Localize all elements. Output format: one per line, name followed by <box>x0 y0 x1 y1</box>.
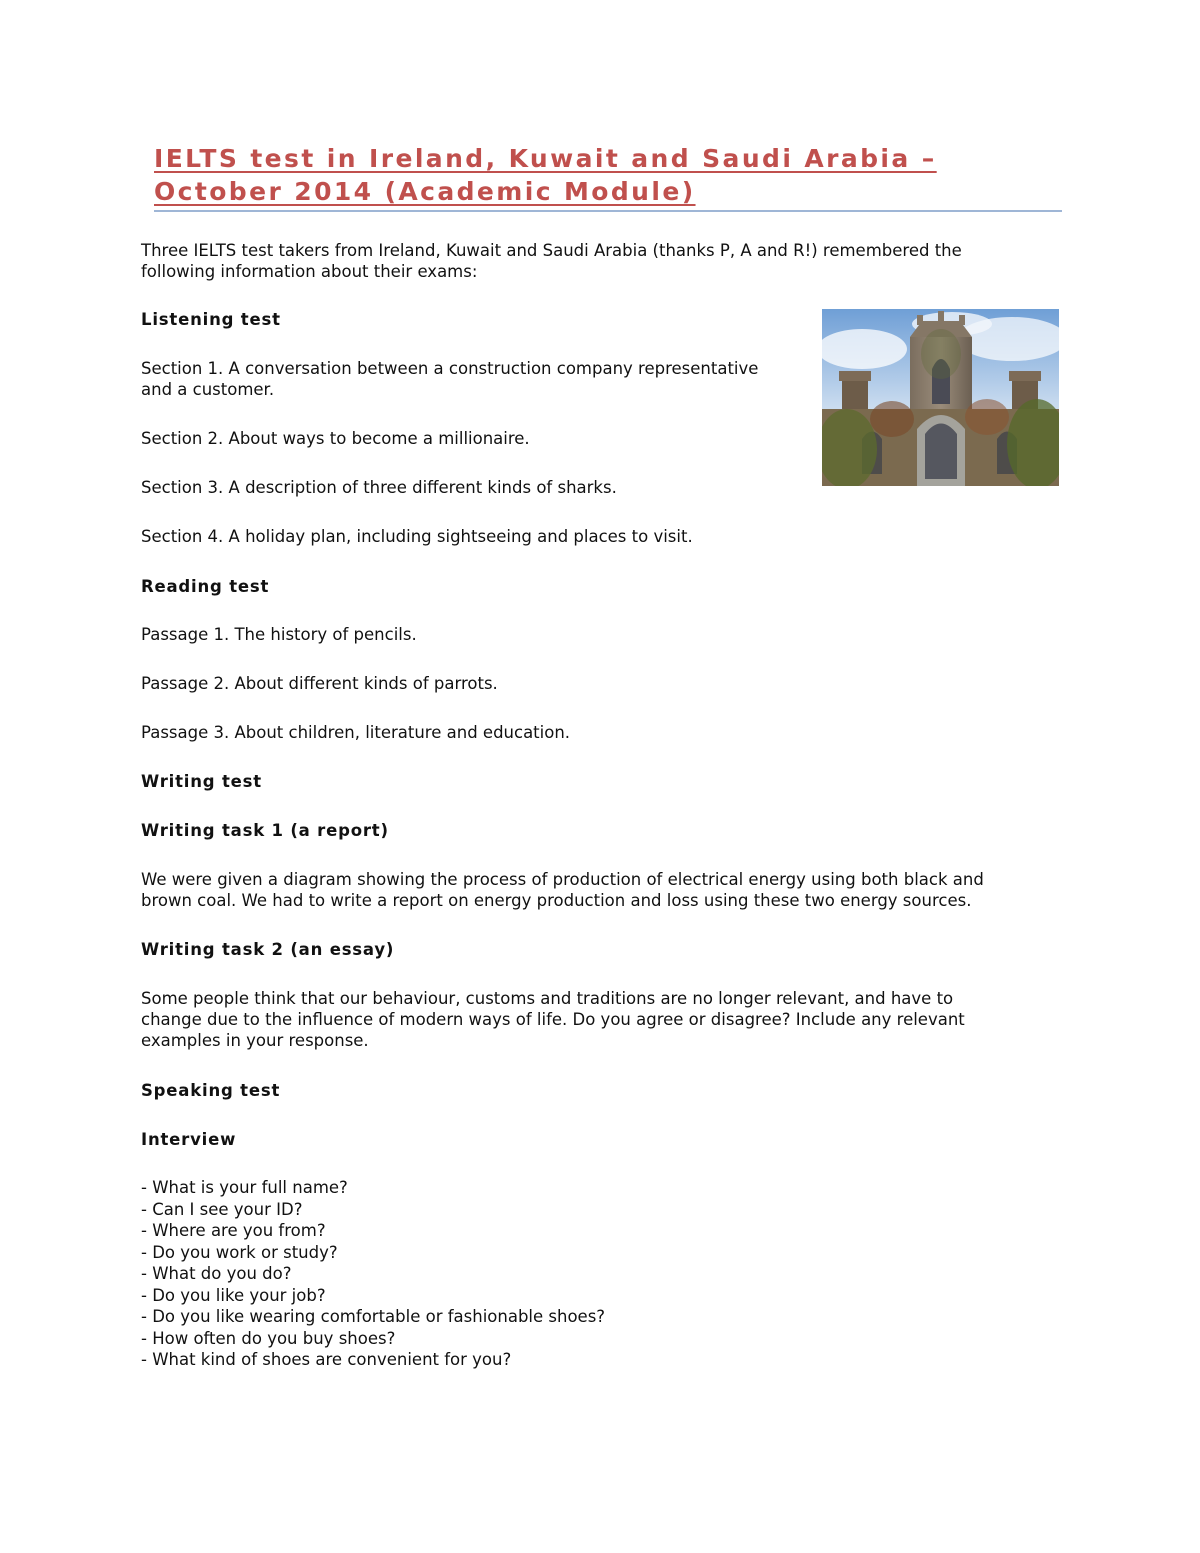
listening-section-1-line-2: and a customer. <box>141 380 275 399</box>
reading-passage-2: Passage 2. About different kinds of parrots. <box>141 674 498 693</box>
interview-question: - How often do you buy shoes? <box>141 1329 396 1348</box>
castle-photo <box>822 309 1059 486</box>
reading-passage-3: Passage 3. About children, literature and education. <box>141 723 571 742</box>
interview-heading: Interview <box>141 1130 237 1149</box>
interview-question: - What do you do? <box>141 1264 292 1283</box>
interview-question: - Can I see your ID? <box>141 1200 303 1219</box>
interview-question: - What kind of shoes are convenient for you? <box>141 1350 512 1369</box>
document-title-block <box>154 142 1062 212</box>
interview-question: - Do you work or study? <box>141 1243 338 1262</box>
interview-question: - Do you like wearing comfortable or fashionable shoes? <box>141 1307 606 1326</box>
intro-line-1: Three IELTS test takers from Ireland, Kuwait and Saudi Arabia (thanks P, A and R!) remembered the <box>141 241 962 260</box>
reading-heading: Reading test <box>141 577 270 596</box>
listening-section-4: Section 4. A holiday plan, including sightseeing and places to visit. <box>141 527 693 546</box>
writing-task-2-line-3: examples in your response. <box>141 1031 369 1050</box>
writing-task-2-line-1: Some people think that our behaviour, customs and traditions are no longer relevant, and have to <box>141 989 954 1008</box>
title-line-1: IELTS test in Ireland, Kuwait and Saudi Arabia – <box>154 144 937 173</box>
intro-line-2: following information about their exams: <box>141 262 478 281</box>
writing-task-1-line-2: brown coal. We had to write a report on energy production and loss using these two energy sources. <box>141 891 972 910</box>
writing-task-1-heading: Writing task 1 (a report) <box>141 821 389 840</box>
listening-section-3: Section 3. A description of three different kinds of sharks. <box>141 478 617 497</box>
interview-question: - Where are you from? <box>141 1221 326 1240</box>
listening-heading: Listening test <box>141 310 281 329</box>
reading-passage-1: Passage 1. The history of pencils. <box>141 625 417 644</box>
writing-task-1-line-1: We were given a diagram showing the process of production of electrical energy using both black and <box>141 870 984 889</box>
writing-heading: Writing test <box>141 772 262 791</box>
listening-section-2: Section 2. About ways to become a millionaire. <box>141 429 530 448</box>
interview-question: - Do you like your job? <box>141 1286 326 1305</box>
speaking-heading: Speaking test <box>141 1081 281 1100</box>
listening-section-1-line-1: Section 1. A conversation between a construction company representative <box>141 359 759 378</box>
writing-task-2-line-2: change due to the influence of modern ways of life. Do you agree or disagree? Include any relevant <box>141 1010 965 1029</box>
title-line-2: October 2014 (Academic Module) <box>154 177 696 206</box>
interview-question: - What is your full name? <box>141 1178 348 1197</box>
document-title <box>154 142 1062 208</box>
writing-task-2-heading: Writing task 2 (an essay) <box>141 940 395 959</box>
